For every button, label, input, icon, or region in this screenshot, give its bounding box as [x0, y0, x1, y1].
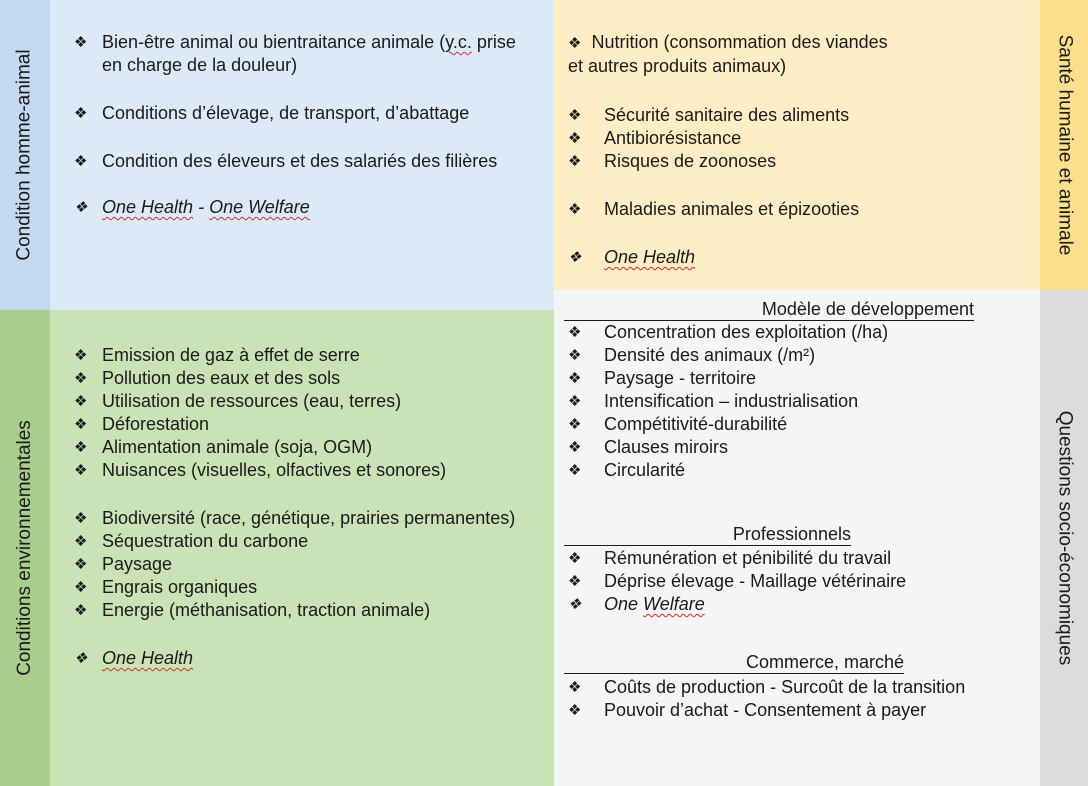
- bullet-icon: ❖: [568, 596, 582, 613]
- list-item: ❖ Condition des éleveurs et des salariés des filières: [74, 151, 498, 171]
- list-item: ❖ Intensification – industrialisation: [568, 391, 859, 411]
- bullet-icon: ❖: [568, 439, 582, 456]
- list-item: ❖ Pouvoir d’achat - Consentement à payer: [568, 700, 927, 720]
- side-label: Santé humaine et animale: [1054, 34, 1076, 256]
- bullet-icon: ❖: [568, 35, 582, 52]
- list-item: ❖ Energie (méthanisation, traction animale): [74, 600, 431, 620]
- bullet-icon: ❖: [568, 550, 582, 567]
- bullet-icon: ❖: [74, 347, 88, 364]
- bullet-icon: ❖: [568, 393, 582, 410]
- list-item: ❖ Circularité: [568, 460, 686, 480]
- bullet-icon: ❖: [74, 462, 88, 479]
- bullet-icon: ❖: [568, 249, 582, 266]
- list-item: ❖ Déprise élevage - Maillage vétérinaire: [568, 571, 907, 591]
- bullet-icon: ❖: [568, 370, 582, 387]
- label-sante-humaine-animale: [1040, 0, 1088, 290]
- bullet-icon: ❖: [74, 510, 88, 527]
- list-item: ❖ One Health - One Welfare: [74, 197, 310, 217]
- list-condition-homme-animal: [64, 31, 534, 219]
- list-item: ❖ Emission de gaz à effet de serre: [74, 345, 360, 365]
- list-item: ❖ Paysage - territoire: [568, 368, 757, 388]
- side-label: Conditions environnementales: [14, 420, 36, 676]
- bullet-icon: ❖: [568, 201, 582, 218]
- bullet-icon: ❖: [74, 199, 88, 216]
- bullet-icon: ❖: [74, 650, 88, 667]
- header-professionnels: Professionnels: [564, 523, 851, 546]
- list-modele-developpement: [554, 321, 1034, 482]
- bullet-icon: ❖: [568, 153, 582, 170]
- list-item: ❖ Pollution des eaux et des sols: [74, 368, 341, 388]
- bullet-icon: ❖: [74, 556, 88, 573]
- list-item: ❖ Biodiversité (race, génétique, prairies permanentes): [74, 508, 516, 528]
- list-commerce-marche: [554, 676, 994, 722]
- list-item: ❖ One Health: [568, 247, 696, 267]
- list-item: ❖ Clauses miroirs: [568, 437, 729, 457]
- bullet-icon: ❖: [568, 679, 582, 696]
- side-label: Questions socio-économiques: [1054, 410, 1075, 666]
- list-item: ❖ Engrais organiques: [74, 577, 258, 597]
- bullet-icon: ❖: [568, 130, 582, 147]
- list-item: ❖ Paysage: [74, 554, 173, 574]
- bullet-icon: ❖: [568, 347, 582, 364]
- label-conditions-environnementales: [0, 310, 50, 786]
- list-item: ❖ One Health: [74, 648, 194, 668]
- list-item: ❖ Sécurité sanitaire des aliments: [568, 105, 850, 125]
- bullet-icon: ❖: [74, 153, 88, 170]
- list-item: ❖ Conditions d’élevage, de transport, d’abattage: [74, 103, 470, 123]
- bullet-icon: ❖: [74, 370, 88, 387]
- list-item: ❖ Utilisation de ressources (eau, terres): [74, 391, 402, 411]
- bullet-icon: ❖: [568, 573, 582, 590]
- bullet-icon: ❖: [74, 533, 88, 550]
- list-item: ❖ Concentration des exploitation (/ha): [568, 322, 889, 342]
- list-item: ❖ One Welfare: [568, 594, 705, 614]
- bullet-icon: ❖: [74, 393, 88, 410]
- bullet-icon: ❖: [568, 702, 582, 719]
- list-item: ❖ Densité des animaux (/m²): [568, 345, 816, 365]
- bullet-icon: ❖: [568, 462, 582, 479]
- label-questions-socio-economiques: [1040, 290, 1088, 786]
- list-item: ❖ Déforestation: [74, 414, 210, 434]
- list-item: ❖ Antibiorésistance: [568, 128, 742, 148]
- list-conditions-environnementales: [64, 344, 544, 670]
- panel-sante-humaine-animale: [554, 0, 1040, 290]
- list-item: ❖ Séquestration du carbone: [74, 531, 309, 551]
- bullet-icon: ❖: [568, 416, 582, 433]
- panel-conditions-environnementales: [50, 310, 554, 786]
- list-item: ❖ Rémunération et pénibilité du travail: [568, 548, 892, 568]
- list-professionnels: [554, 547, 1034, 616]
- bullet-icon: ❖: [568, 324, 582, 341]
- bullet-icon: ❖: [74, 579, 88, 596]
- bullet-icon: ❖: [568, 107, 582, 124]
- side-label: Condition homme-animal: [14, 49, 35, 261]
- list-item: ❖ Compétitivité-durabilité: [568, 414, 788, 434]
- header-commerce-marche: Commerce, marché: [564, 651, 904, 674]
- list-item: ❖ Alimentation animale (soja, OGM): [74, 437, 373, 457]
- panel-condition-homme-animal: [50, 0, 554, 310]
- list-sante-humaine-animale: [554, 104, 1034, 269]
- bullet-icon: ❖: [74, 416, 88, 433]
- list-item: ❖ Coûts de production - Surcoût de la transition: [568, 677, 966, 697]
- nutrition-item: ❖ Nutrition (consommation des viandes et autres produits animaux): [568, 32, 888, 76]
- list-item: ❖ Nuisances (visuelles, olfactives et sonores): [74, 460, 447, 480]
- bullet-icon: ❖: [74, 602, 88, 619]
- list-item: ❖ Bien-être animal ou bientraitance animale (y.c. prise en charge de la douleur): [74, 32, 516, 75]
- bullet-icon: ❖: [74, 34, 88, 51]
- bullet-icon: ❖: [74, 105, 88, 122]
- bullet-icon: ❖: [74, 439, 88, 456]
- panel-questions-socio-economiques: [554, 290, 1040, 786]
- label-condition-homme-animal: [0, 0, 50, 310]
- list-item: ❖ Risques de zoonoses: [568, 151, 777, 171]
- header-modele-developpement: Modèle de développement: [564, 298, 974, 321]
- list-item: ❖ Maladies animales et épizooties: [568, 199, 860, 219]
